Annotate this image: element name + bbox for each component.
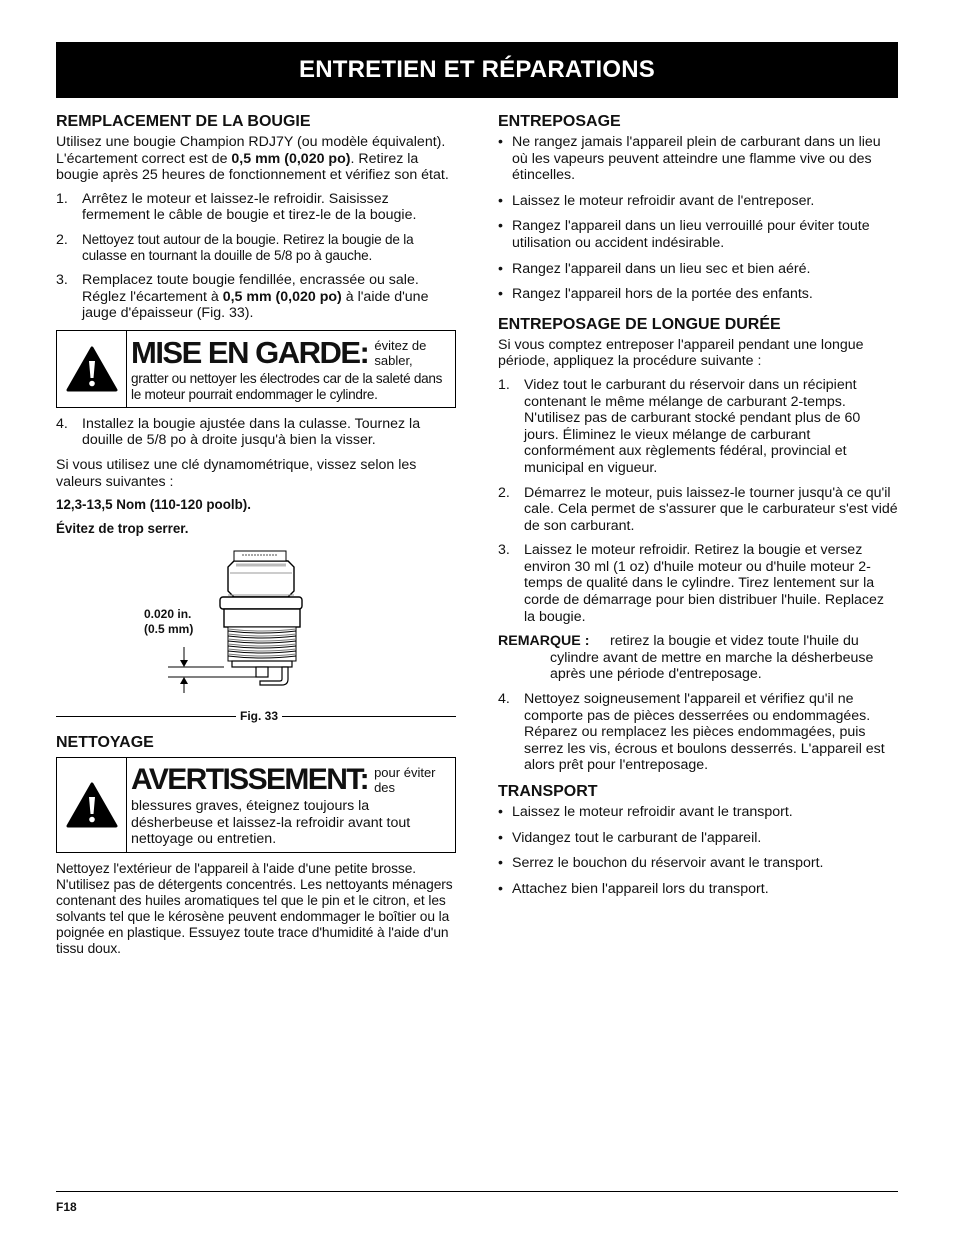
transport-list <box>498 804 898 897</box>
warning-text: blessures graves, éteignez toujours la désherbeuse et laissez-la refroidir avant tout nettoyage ou entretien. <box>131 797 411 848</box>
page-number: F18 <box>56 1200 77 1214</box>
list-item: • Ne rangez jamais l'appareil plein de carburant dans un lieu où les vapeurs peuvent atteindre une flamme vive ou des étincelles. <box>498 134 881 184</box>
page-banner: ENTRETIEN ET RÉPARATIONS <box>56 42 898 98</box>
list-item: 3. Laissez le moteur refroidir. Retirez la bougie et versez environ 30 ml (1 oz) d'huile moteur ou d'huile moteur 2-temps de qualité dans le cylindre. Tirez lentement sur la corde de démarrage pour bien distribuer l'huile. Replacez la bougie. <box>498 542 884 625</box>
list-item: • Rangez l'appareil dans un lieu sec et bien aéré. <box>498 260 811 277</box>
list-item: • Attachez bien l'appareil lors du transport. <box>498 880 769 897</box>
torque-intro: Si vous utilisez une clé dynamométrique, vissez selon les valeurs suivantes : <box>56 456 417 490</box>
list-item: 1. Videz tout le carburant du réservoir dans un récipient contenant le même mélange de carburant 2-temps. N'utilisez pas de carburant stocké pendant plus de 60 jours. Éliminez le vieux mélange de carburant conformément aux règlements fédéral, provincial et municipal en vigueur. <box>498 376 861 476</box>
warning-text-start: pour éviter des <box>374 764 436 795</box>
warning-triangle-icon <box>57 758 127 852</box>
warning-triangle-icon <box>57 331 127 407</box>
remarque-note <box>498 633 898 683</box>
caution-text-start: évitez de sabler, <box>374 337 427 368</box>
remarque-text: cylindre avant de mettre en marche la désherbeuse après une période d'entreposage. <box>550 649 874 683</box>
list-item: • Vidangez tout le carburant de l'appareil. <box>498 829 762 846</box>
list-item: 2. Nettoyez tout autour de la bougie. Retirez la bougie de la culasse en tournant la douille de 5/8 po à gauche. <box>56 231 414 263</box>
caution-box <box>56 330 456 408</box>
section-title-nettoyage: NETTOYAGE <box>56 733 154 751</box>
list-item: 4. Nettoyez soigneusement l'appareil et vérifiez qu'il ne comporte pas de pièces desserrées ou endommagées. Réparez ou remplacez les pièces endommagées, puis serrez les vis, écrous et boulons desserrés. L'appareil est alors prêt pour l'entreposage. <box>498 691 885 774</box>
entreposage-list <box>498 134 898 303</box>
list-item: 3. Remplacez toute bougie fendillée, encrassée ou sale. Réglez l'écartement à 0,5 mm (0,020 po) à l'aide d'une jauge d'épaisseur (Fig. 33). <box>56 271 429 322</box>
gap-label-in: 0.020 in. <box>144 607 192 622</box>
section-title-bougie: REMPLACEMENT DE LA BOUGIE <box>56 113 311 130</box>
bougie-step-4 <box>56 416 456 449</box>
longue-step-4 <box>498 691 898 774</box>
figure-caption: Fig. 33 <box>56 708 456 725</box>
remarque-text-start: retirez la bougie et videz toute l'huile du <box>610 633 859 650</box>
list-item: • Rangez l'appareil hors de la portée des enfants. <box>498 286 813 303</box>
footer-divider <box>56 1191 898 1192</box>
list-item: • Serrez le bouchon du réservoir avant le transport. <box>498 855 824 872</box>
caution-word: MISE EN GARDE: <box>131 334 369 370</box>
left-column <box>56 112 456 964</box>
spark-plug-figure <box>56 543 456 708</box>
longue-intro: Si vous comptez entreposer l'appareil pendant une longue période, appliquez la procédure suivante : <box>498 336 864 370</box>
torque-value: 12,3-13,5 Nom (110-120 poolb). <box>56 497 251 513</box>
longue-steps <box>498 377 898 625</box>
list-item: 2. Démarrez le moteur, puis laissez-le tourner jusqu'à ce qu'il cale. Cela permet de s'assurer que le carburateur s'est vidé de son carburant. <box>498 484 898 534</box>
list-item: • Laissez le moteur refroidir avant le transport. <box>498 804 793 820</box>
torque-warning: Évitez de trop serrer. <box>56 520 189 536</box>
list-item: • Laissez le moteur refroidir avant de l'entreposer. <box>498 192 815 209</box>
warning-word: AVERTISSEMENT: <box>131 762 369 796</box>
remarque-label: REMARQUE : <box>498 633 590 650</box>
right-column <box>498 112 898 906</box>
gap-label-mm: (0.5 mm) <box>144 622 194 637</box>
section-title-entreposage: ENTREPOSAGE <box>498 113 621 130</box>
bougie-steps <box>56 191 456 322</box>
section-title-longue-duree: ENTREPOSAGE DE LONGUE DURÉE <box>498 315 781 333</box>
section-title-transport: TRANSPORT <box>498 783 598 800</box>
spark-plug-drawing <box>56 543 456 708</box>
list-item: • Rangez l'appareil dans un lieu verrouillé pour éviter toute utilisation ou accident indésirable. <box>498 218 870 251</box>
nettoyage-text: Nettoyez l'extérieur de l'appareil à l'aide d'une petite brosse. N'utilisez pas de détergents concentrés. Les nettoyants ménagers contenant des huiles aromatiques tel que le pin et le citron, et les solvants tel que le kérosène peuvent endommager le boîtier ou la poignée en plastique. Essuyez toute trace d'humidité à l'aide d'un tissu doux. <box>56 860 453 956</box>
warning-box <box>56 757 456 853</box>
caution-text: gratter ou nettoyer les électrodes car de la saleté dans le moteur pourrait endommager le cylindre. <box>131 370 443 402</box>
list-item: 4. Installez la bougie ajustée dans la culasse. Tournez la douille de 5/8 po à droite jusqu'à bien la visser. <box>56 415 421 449</box>
bougie-intro: Utilisez une bougie Champion RDJ7Y (ou modèle équivalent). L'écartement correct est de 0,5 mm (0,020 po). Retirez la bougie après 25 heures de fonctionnement et vérifiez son état. <box>56 134 449 184</box>
list-item: 1. Arrêtez le moteur et laissez-le refroidir. Saisissez fermement le câble de bougie et tirez-le de la bougie. <box>56 190 417 224</box>
